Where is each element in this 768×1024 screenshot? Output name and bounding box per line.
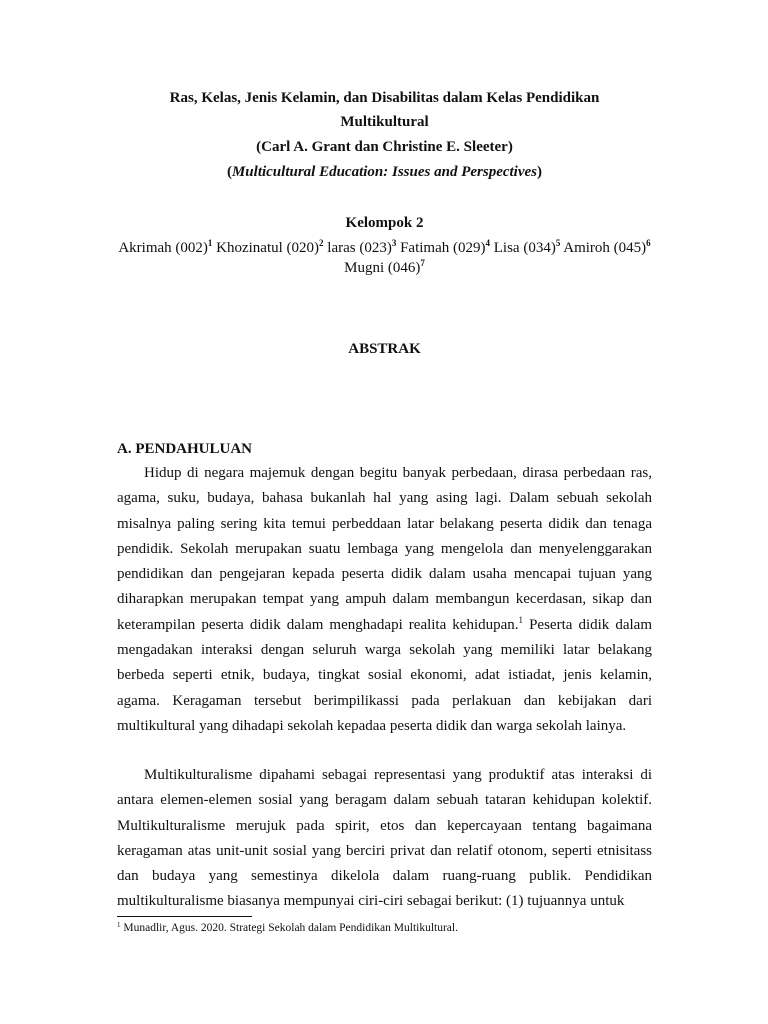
member-name: Khozinatul (020) — [216, 240, 320, 256]
footnote-text: Munadlir, Agus. 2020. Strategi Sekolah dalam Pendidikan Multikultural. — [120, 922, 458, 934]
member-affiliation: 1 — [207, 238, 213, 248]
member-name: Akrimah (002) — [118, 240, 208, 256]
footnote — [117, 921, 652, 935]
group-members-line-1 — [117, 238, 652, 278]
member-name: Mugni (046) — [344, 260, 421, 276]
source-book-title: Multicultural Education: Issues and Perspectives — [231, 164, 538, 180]
member-name: Amiroh (045) — [563, 240, 647, 256]
paper-title-line-2: Multikultural — [340, 114, 429, 130]
member-affiliation: 6 — [646, 238, 651, 248]
group-label: Kelompok 2 — [345, 215, 424, 231]
intro-paragraph-2: Multikulturalisme dipahami sebagai representasi yang produktif atas interaksi di antara elemen-elemen sosial yang beragam dalam sebuah tataran kehidupan kolektif. Multikulturalisme merujuk pada spirit, etos dan kepercayaan tentang bagaimana keragaman atas unit-unit sosial yang berciri privat dan relatif otonom, seperti etnisitass dan budaya yang semestinya dikelola dalam ruang-ruang publik. Pendidikan multikulturalisme biasanya mempunyai ciri-ciri sebagai berikut: (1) tujuannya untuk — [117, 767, 652, 910]
member-affiliation: 4 — [485, 238, 490, 248]
footnote-reference: 1 — [518, 614, 524, 625]
intro-paragraph-1: Hidup di negara majemuk dengan begitu banyak perbedaan, dirasa perbedaan ras, agama, suku, budaya, bahasa bukanlah hal yang asing lagi. Dalam sebuah sekolah misalnya paling sering kita temui perbeddaan latar belakang peserta didik dan tenaga pendidik. Sekolah merupakan suatu lembaga yang mengelola dan menyelenggarakan pendidikan dan pengejaran kepada peserta didik dalam usaha mencapai tujuan yang diharapkan merupakan tempat yang ampuh dalam membangun kecerdasan, sikap dan keterampilan peserta didik dalam menghadapi realita kehidupan.$^1$ Peserta didik dalam mengadakan interaksi dengan seluruh warga sekolah yang memiliki latar belakang berbeda seperti etnik, budaya, tingkat sosial ekonomi, adat istiadat, jenis kelamin, agama. Keragaman tersebut berimpilikassi pada perlakuan dan kebijakan dari multikultural yang dihadapi sekolah kepadaa peserta didik dan warga sekolah lainya. — [117, 465, 652, 734]
member-affiliation: 3 — [391, 238, 397, 248]
member-name: laras (023) — [327, 240, 392, 256]
member-name: Lisa (034) — [493, 240, 556, 256]
footnote-number: 1 — [117, 921, 121, 929]
member-affiliation: 5 — [555, 238, 561, 248]
source-book: (Multicultural Education: Issues and Perspectives) — [226, 164, 543, 180]
abstract-heading: ABSTRAK — [348, 341, 421, 357]
member-name: Fatimah (029) — [400, 240, 486, 256]
section-a-heading: A. PENDAHULUAN — [117, 441, 252, 457]
original-authors: (Carl A. Grant dan Christine E. Sleeter) — [256, 139, 513, 155]
member-affiliation: 2 — [319, 238, 324, 248]
footnote-separator — [117, 916, 252, 917]
paper-title-line-1: Ras, Kelas, Jenis Kelamin, dan Disabilitas dalam Kelas Pendidikan — [169, 90, 600, 106]
member-affiliation: 7 — [420, 258, 425, 268]
